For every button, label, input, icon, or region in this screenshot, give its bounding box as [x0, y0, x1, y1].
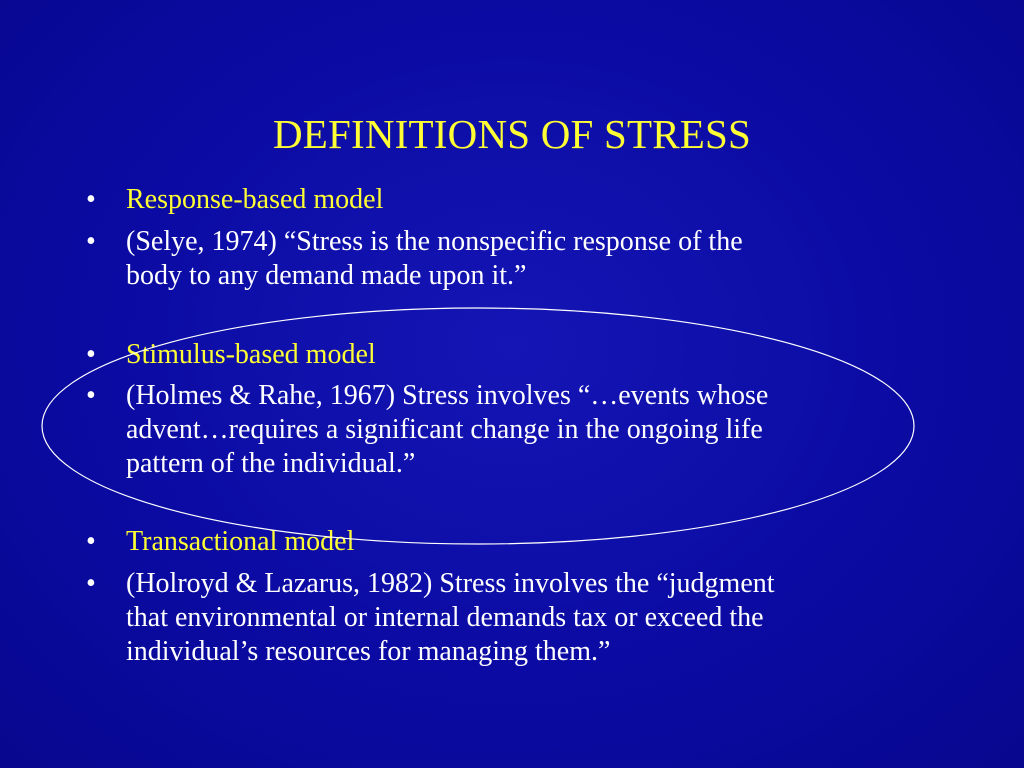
bullet-text: (Holroyd & Lazarus, 1982) Stress involves the “judgment that environmental or internal demands tax or exceed the individual’s resources for managing them.”: [126, 568, 775, 667]
bullet-text: Stimulus-based model: [126, 339, 376, 370]
bullet-text: (Selye, 1974) “Stress is the nonspecific response of the body to any demand made upon it.”: [126, 226, 743, 291]
bullet-text: (Holmes & Rahe, 1967) Stress involves “…events whose advent…requires a significant change in the ongoing life pattern of the individual.”: [126, 380, 769, 479]
bullet-dot-icon: •: [86, 380, 96, 411]
bullet-text: Transactional model: [126, 526, 355, 557]
bullet-dot-icon: •: [86, 526, 96, 557]
bullet-text: Response-based model: [126, 184, 384, 215]
slide-title: DEFINITIONS OF STRESS: [272, 111, 752, 157]
bullet-dot-icon: •: [86, 226, 96, 257]
bullet-dot-icon: •: [86, 184, 96, 215]
bullet-dot-icon: •: [86, 339, 96, 370]
bullet-dot-icon: •: [86, 568, 96, 599]
